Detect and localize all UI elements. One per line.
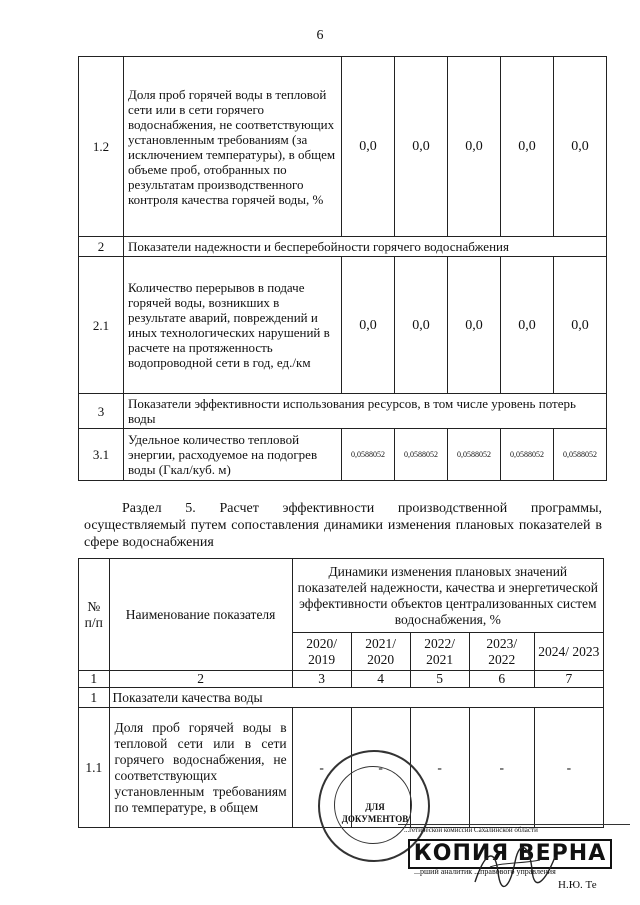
- indicator-name: Количество перерывов в подаче горячей воды, возникших в результате аварий, повреждений и иных технологических нарушений в расчете на протяженность водопроводной сети в год, ед./км: [124, 257, 342, 394]
- value-cell: 0,0: [395, 57, 448, 237]
- value-cell: 0,0: [395, 257, 448, 394]
- header-dynamics: Динамики изменения плановых значений показателей надежности, качества и энергетической эффективности объектов централизованных систем водоснабжения, %: [292, 559, 603, 633]
- value-cell: -: [410, 708, 469, 828]
- period-header: 2022/ 2021: [410, 633, 469, 671]
- value-cell: 0,0: [554, 257, 607, 394]
- column-number: 7: [534, 671, 603, 688]
- section-title: Показатели надежности и бесперебойности горячего водоснабжения: [124, 237, 607, 257]
- value-cell: 0,0: [554, 57, 607, 237]
- value-cell: 0,0: [448, 257, 501, 394]
- value-cell: -: [534, 708, 603, 828]
- column-number: 4: [351, 671, 410, 688]
- row-number: 1.2: [79, 57, 124, 237]
- section-number: 3: [79, 394, 124, 429]
- header-number: № п/п: [79, 559, 110, 671]
- column-number: 3: [292, 671, 351, 688]
- stamp-name: Н.Ю. Те: [558, 879, 597, 891]
- column-number: 6: [469, 671, 534, 688]
- table-row: [79, 57, 607, 237]
- table-section-row: [79, 688, 604, 708]
- period-header: 2023/ 2022: [469, 633, 534, 671]
- section-5-text: Раздел 5. Расчет эффективности производственной программы, осуществляемый путем сопоставления динамики изменения плановых показателей в сфере водоснабжения: [84, 501, 602, 550]
- stamp-organization: ...гетической комиссии Сахалинской области: [404, 826, 538, 834]
- table-row: [79, 257, 607, 394]
- row-number: 2.1: [79, 257, 124, 394]
- seal-text-line1: ДЛЯ: [365, 802, 385, 812]
- column-number: 1: [79, 671, 110, 688]
- indicator-name: Доля проб горячей воды в тепловой сети или в сети горячего водоснабжения, не соответствующих установленным требованиям по температуре, в общем: [109, 708, 292, 828]
- period-header: 2020/ 2019: [292, 633, 351, 671]
- stamp-position: ...рший аналитик ...правового управления: [414, 867, 556, 876]
- section-5-heading: [84, 500, 602, 551]
- value-cell: 0,0: [448, 57, 501, 237]
- row-number: 3.1: [79, 429, 124, 481]
- page-number: 6: [316, 28, 324, 43]
- row-number: 1.1: [79, 708, 110, 828]
- value-cell: 0,0588052: [342, 429, 395, 481]
- value-cell: 0,0: [342, 257, 395, 394]
- table-row: [79, 429, 607, 481]
- period-header: 2024/ 2023: [534, 633, 603, 671]
- indicator-name: Доля проб горячей воды в тепловой сети или в сети горячего водоснабжения, не соответствующих установленным требованиям (за исключением температуры), в общем объеме проб, отобранных по результатам производственного контроля качества горячей воды, %: [124, 57, 342, 237]
- header-indicator-name: Наименование показателя: [109, 559, 292, 671]
- section-title: Показатели качества воды: [109, 688, 603, 708]
- column-number-row: [79, 671, 604, 688]
- value-cell: 0,0588052: [395, 429, 448, 481]
- seal-text-line2: ДОКУМЕНТОВ: [341, 814, 409, 824]
- indicator-name: Удельное количество тепловой энергии, расходуемое на подогрев воды (Гкал/куб. м): [124, 429, 342, 481]
- section-number: 2: [79, 237, 124, 257]
- handwritten-signature: [470, 842, 560, 892]
- column-number: 5: [410, 671, 469, 688]
- value-cell: -: [292, 708, 351, 828]
- value-cell: 0,0: [501, 257, 554, 394]
- table-section-row: [79, 237, 607, 257]
- value-cell: 0,0588052: [554, 429, 607, 481]
- period-header: 2021/ 2020: [351, 633, 410, 671]
- section-title: Показатели эффективности использования ресурсов, в том числе уровень потерь воды: [124, 394, 607, 429]
- value-cell: 0,0: [501, 57, 554, 237]
- value-cell: 0,0588052: [501, 429, 554, 481]
- copy-true-label: КОПИЯ ВЕРНА: [408, 839, 612, 869]
- table-header-row: [79, 559, 604, 633]
- column-number: 2: [109, 671, 292, 688]
- section-number: 1: [79, 688, 110, 708]
- table-section-row: [79, 394, 607, 429]
- value-cell: -: [351, 708, 410, 828]
- indicators-table: [78, 56, 607, 481]
- value-cell: 0,0588052: [448, 429, 501, 481]
- value-cell: 0,0: [342, 57, 395, 237]
- value-cell: -: [469, 708, 534, 828]
